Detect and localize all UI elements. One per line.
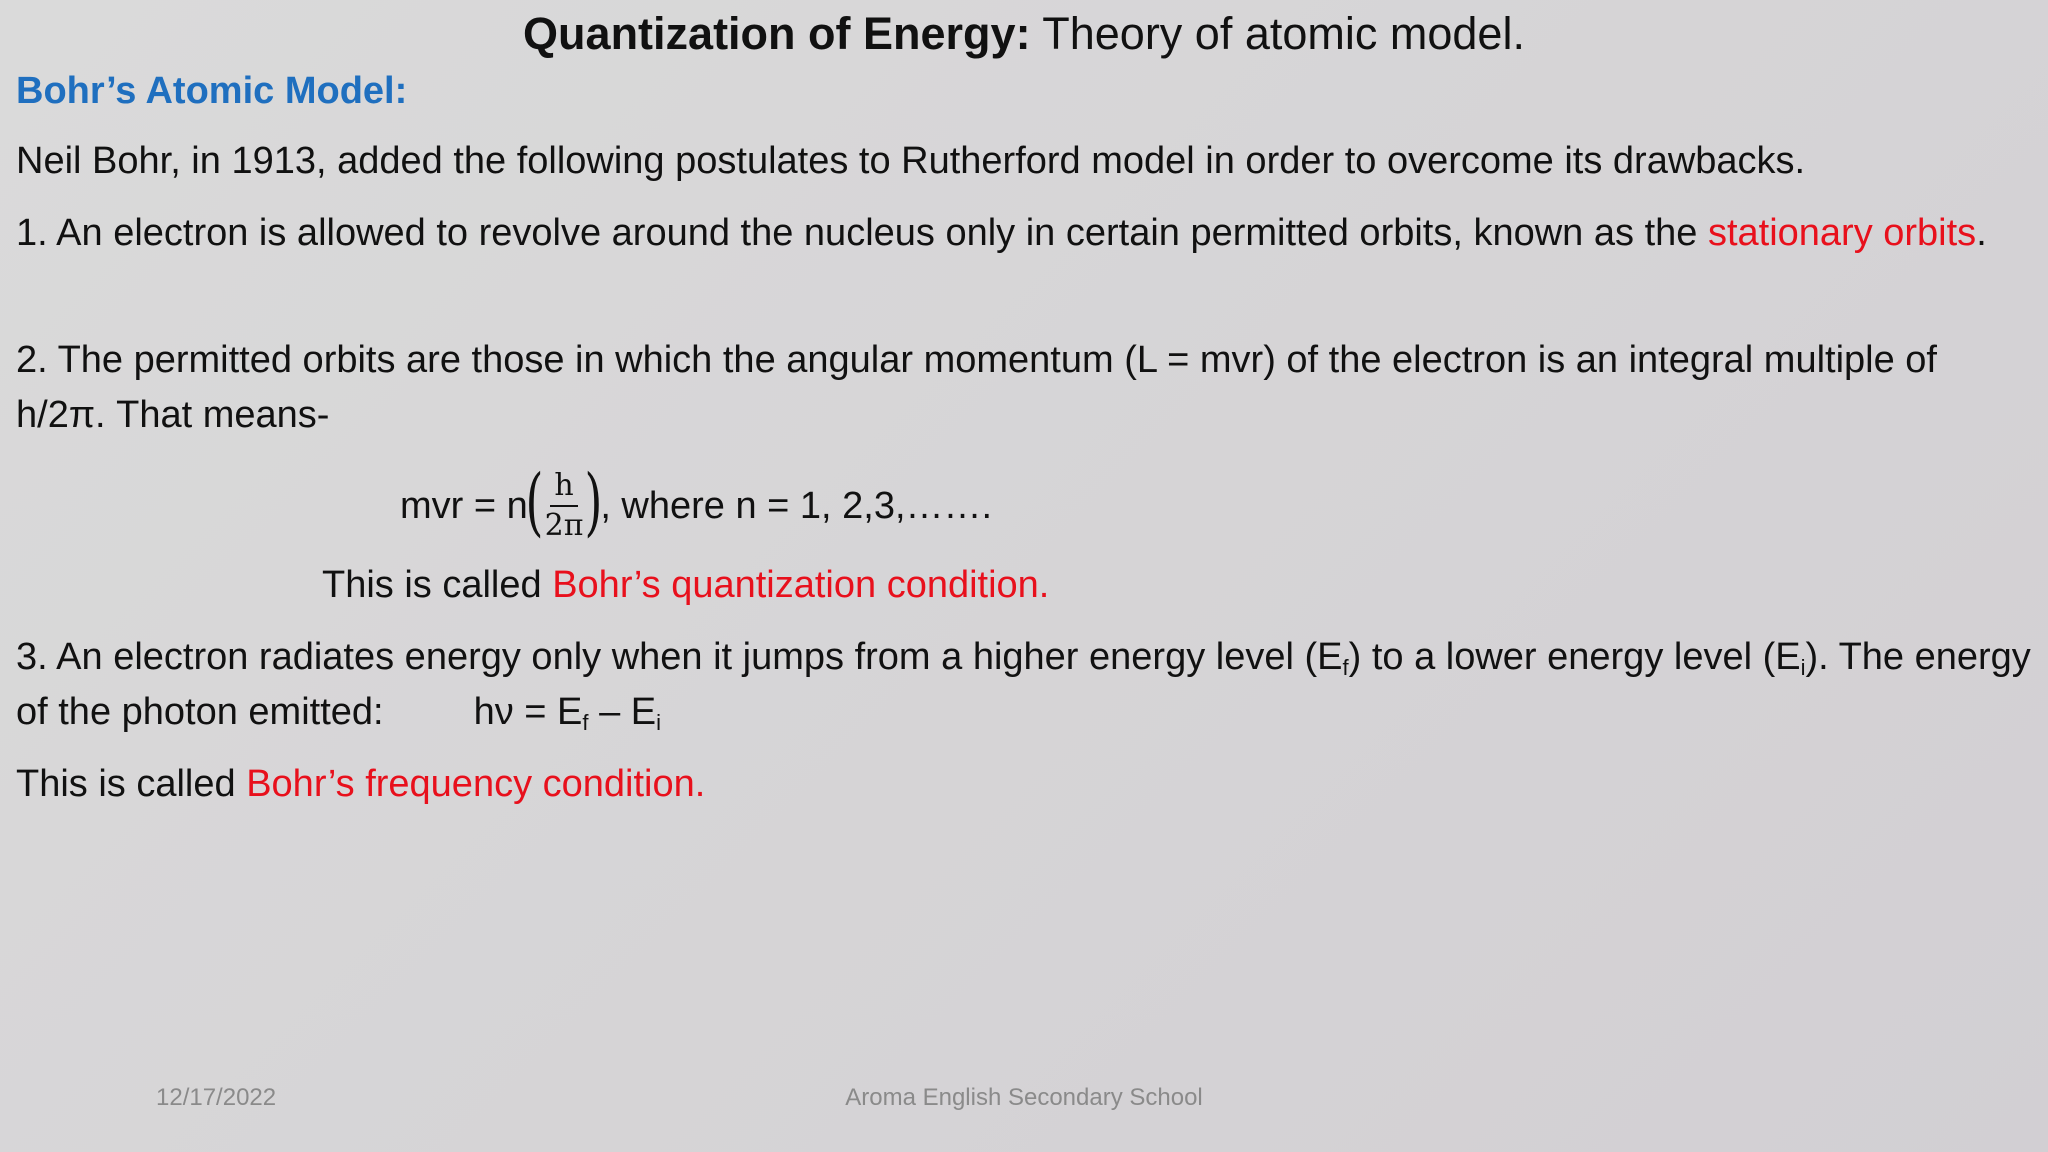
postulate-1-highlight: stationary orbits [1707, 212, 1977, 254]
fraction-numerator: h [550, 467, 577, 507]
quantization-note-prefix: This is called [322, 564, 553, 606]
formula-lhs: hν = E [473, 691, 583, 733]
postulate-1-text: 1. An electron is allowed to revolve around the nucleus only in certain permitted orbits, known as the [16, 212, 1708, 254]
intro-paragraph: Neil Bohr, in 1913, added the following postulates to Rutherford model in order to overcome its drawbacks. [16, 140, 1806, 182]
quantization-equation [400, 458, 992, 554]
photon-energy-formula [474, 691, 661, 733]
postulate-3-part2: ) to a lower energy level (E [1348, 636, 1801, 678]
title-bold: Quantization of Energy: [523, 8, 1031, 59]
slide-title [0, 6, 2048, 62]
frequency-note-highlight: Bohr’s frequency condition. [246, 763, 706, 805]
equation-lhs: mvr = n [400, 485, 528, 527]
postulate-3-sub-f: f [1342, 655, 1349, 680]
postulate-3-sub-i: i [1800, 655, 1806, 680]
postulate-3-part3: ). The energy of the photon emitted: [16, 636, 2031, 733]
footer-school: Aroma English Secondary School [845, 1084, 1203, 1111]
frequency-note [16, 757, 2031, 812]
formula-mid: – E [588, 691, 657, 733]
fraction [541, 467, 588, 545]
title-rest: Theory of atomic model. [1030, 8, 1525, 59]
postulate-3-part1: 3. An electron radiates energy only when it jumps from a higher energy level (E [16, 636, 1343, 678]
right-paren: ) [584, 459, 603, 545]
formula-sub-i: i [656, 710, 662, 735]
quantization-note [322, 558, 1049, 613]
footer-date: 12/17/2022 [156, 1084, 277, 1111]
quantization-note-highlight: Bohr’s quantization condition. [552, 564, 1050, 606]
section-heading: Bohr’s Atomic Model: [16, 70, 408, 112]
postulate-2: 2. The permitted orbits are those in which the angular momentum (L = mvr) of the electron is an integral multiple of h/2π. That means- [16, 339, 1937, 436]
postulate-1-end: . [1976, 212, 1987, 254]
postulate-3 [16, 630, 2031, 740]
left-paren: ( [525, 459, 544, 545]
equation-rhs: , where n = 1, 2,3,……. [600, 485, 993, 527]
frequency-note-prefix: This is called [16, 763, 247, 805]
formula-sub-f: f [582, 710, 589, 735]
fraction-denominator: 2π [544, 508, 584, 543]
postulate-1 [16, 206, 2031, 261]
